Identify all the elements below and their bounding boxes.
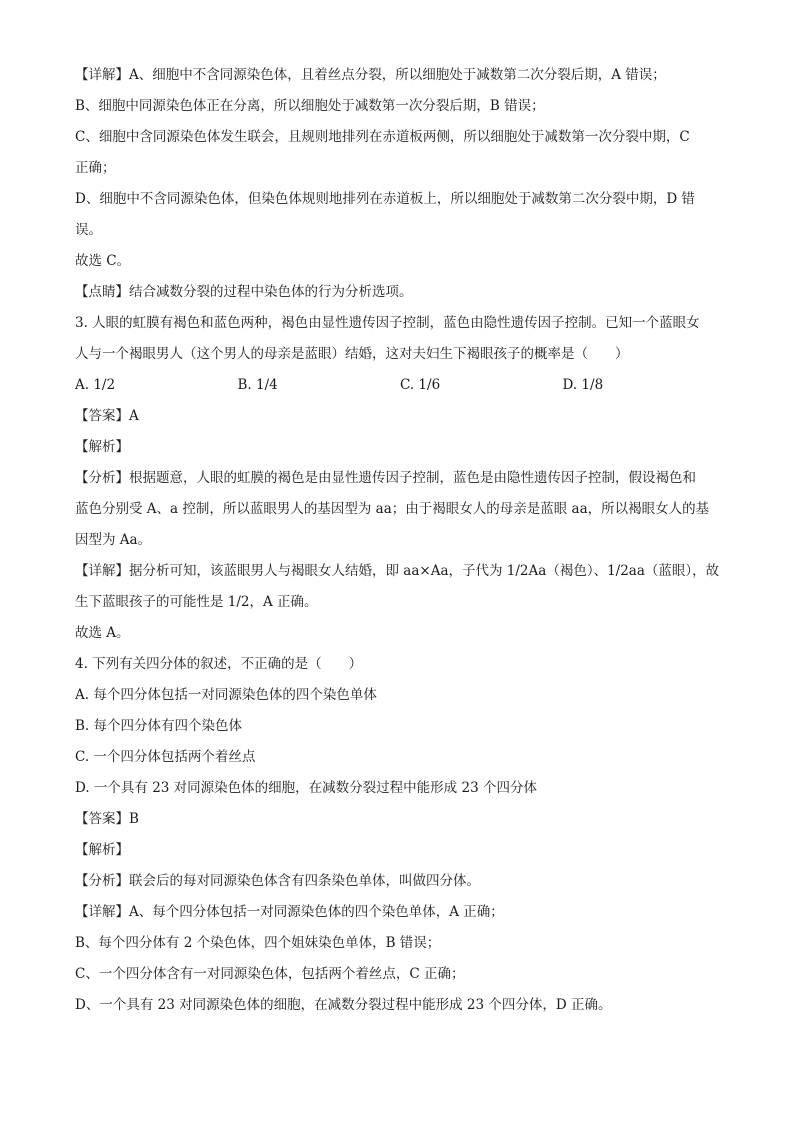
document-page <box>75 60 725 1021</box>
analysis-label: 【解析】 <box>75 439 129 455</box>
text-line: C、细胞中含同源染色体发生联会，且规则地排列在赤道板两侧，所以细胞处于减数第一次分裂中期，C <box>75 129 690 145</box>
text-line: 故选 C。 <box>75 253 131 269</box>
text-line: 误。 <box>75 222 102 238</box>
text-line: B、每个四分体有 2 个染色体，四个姐妹染色单体，B 错误； <box>75 935 441 951</box>
text-line: 【详解】A、每个四分体包括一对同源染色体的四个染色单体，A 正确； <box>75 904 504 920</box>
text-line: 【分析】联会后的每对同源染色体含有四条染色单体，叫做四分体。 <box>75 873 480 889</box>
text-line: B、细胞中同源染色体正在分离，所以细胞处于减数第一次分裂后期，B 错误； <box>75 98 545 114</box>
option-c: C. 一个四分体包括两个着丝点 <box>75 749 256 765</box>
text-line: 生下蓝眼孩子的可能性是 1/2，A 正确。 <box>75 594 318 610</box>
text-line: 正确； <box>75 160 116 176</box>
text-line: 蓝色分别受 A、a 控制，所以蓝眼男人的基因型为 aa；由于褐眼女人的母亲是蓝眼 aa，所以褐眼女人的基 <box>75 501 710 517</box>
answer-label: 【答案】B <box>75 811 139 827</box>
text-line: D、一个具有 23 对同源染色体的细胞，在减数分裂过程中能形成 23 个四分体，D 正确。 <box>75 997 612 1013</box>
option-b: B. 1/4 <box>237 377 278 393</box>
text-line: 因型为 Aa。 <box>75 532 152 548</box>
option-d: D. 1/8 <box>562 377 604 393</box>
question-3-options <box>75 370 725 401</box>
option-b: B. 每个四分体有四个染色体 <box>75 718 243 734</box>
text-line: D、细胞中不含同源染色体，但染色体规则地排列在赤道板上，所以细胞处于减数第二次分裂中期，D 错 <box>75 191 695 207</box>
analysis-label: 【解析】 <box>75 842 129 858</box>
question-3-stem: 人与一个褐眼男人（这个男人的母亲是蓝眼）结婚，这对夫妇生下褐眼孩子的概率是（ ） <box>75 346 629 362</box>
option-d: D. 一个具有 23 对同源染色体的细胞，在减数分裂过程中能形成 23 个四分体 <box>75 780 537 796</box>
option-a: A. 每个四分体包括一对同源染色体的四个染色单体 <box>75 687 377 703</box>
text-line: 【详解】A、细胞中不含同源染色体，且着丝点分裂，所以细胞处于减数第二次分裂后期，A 错误； <box>75 67 666 83</box>
question-4-stem: 4. 下列有关四分体的叙述，不正确的是（ ） <box>75 656 363 672</box>
question-3-stem: 3. 人眼的虹膜有褐色和蓝色两种，褐色由显性遗传因子控制，蓝色由隐性遗传因子控制。已知一个蓝眼女 <box>75 315 700 331</box>
text-line: 【点睛】结合减数分裂的过程中染色体的行为分析选项。 <box>75 284 413 300</box>
option-a: A. 1/2 <box>75 377 116 393</box>
answer-label: 【答案】A <box>75 408 139 424</box>
text-line: 【分析】根据题意，人眼的虹膜的褐色是由显性遗传因子控制，蓝色是由隐性遗传因子控制，假设褐色和 <box>75 470 696 486</box>
text-line: C、一个四分体含有一对同源染色体，包括两个着丝点，C 正确； <box>75 966 465 982</box>
text-line: 【详解】据分析可知，该蓝眼男人与褐眼女人结婚，即 aa×Aa，子代为 1/2Aa（褐色）、1/2aa（蓝眼），故 <box>75 563 720 579</box>
text-line: 故选 A。 <box>75 625 130 641</box>
option-c: C. 1/6 <box>400 377 441 393</box>
